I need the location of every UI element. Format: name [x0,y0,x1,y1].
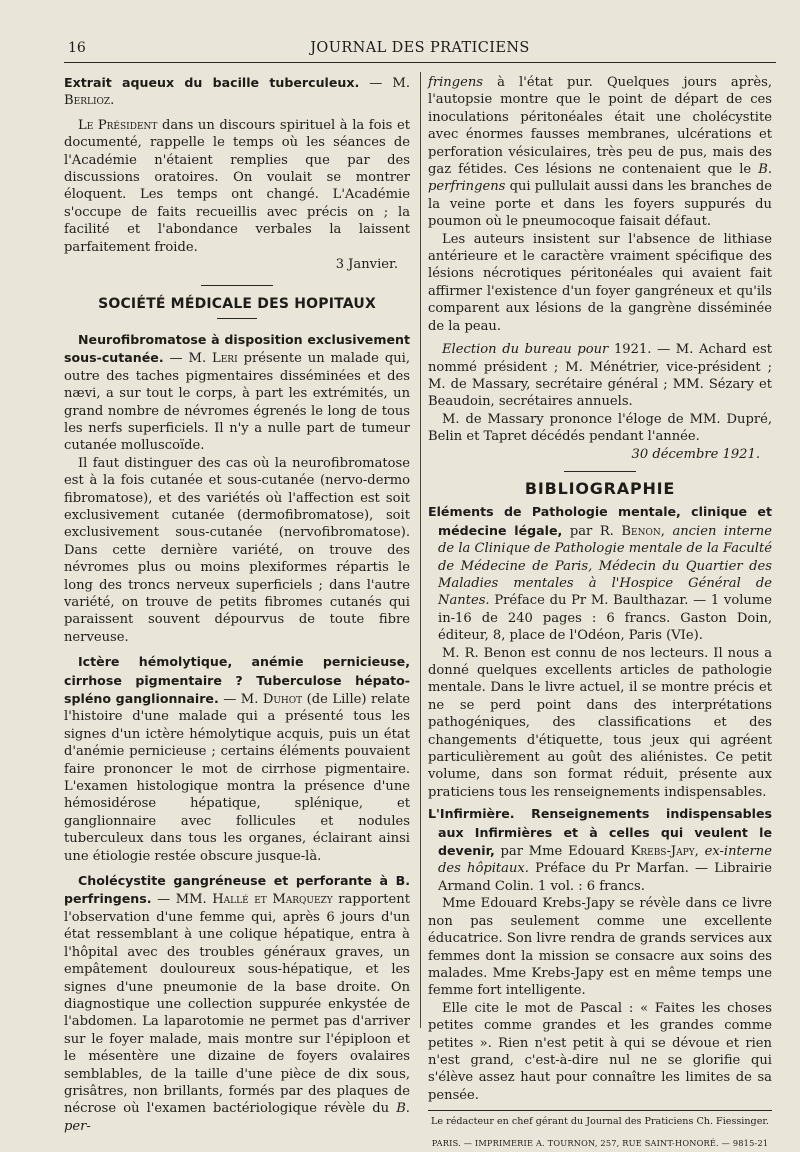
bib-credentials: ancien interne de la Clinique de Pathologie mentale de la Faculté de Médecine de Paris, Médecin du Quartier des Maladies mentales à l'Hospice Général de Nantes. [438,523,772,609]
article-paragraph: Il faut distinguer des cas où la neurofibromatose est à la fois cutanée et sous-cutanée (nervo-dermo fibromatose), et des variétés où l'affection est soit exclusivement cutanée (dermofibromatose), soit exclusivement sous-cutanée (nervofibromatose). Dans cette dernière variété, on trouve des névromes plus ou moins plexiformes répartis le long des troncs nerveux superficiels ; dans l'autre variété, on trouve de petits fibromes cutanés qui paraissent souvent dépourvus de toute fibre nerveuse. [64,455,410,645]
president-label: Le Président [78,117,158,133]
article-title: Neurofibromatose à disposition exclusivement sous-cutanée. [64,331,410,366]
article-title: Cholécystite gangréneuse et perforante à B. perfringens. [64,873,410,907]
extract-title: Extrait aqueux du bacille tuberculeux. [64,75,360,90]
bib-author-prefix: par Mme Edouard [500,844,625,860]
closing-date: 30 décembre 1921. [631,446,760,462]
left-column [64,74,410,1135]
bib-entry-2 [428,805,772,895]
section-rule-bottom [217,318,257,319]
bib-credentials: ex-interne des hôpitaux. [438,844,772,877]
article-ictere [64,653,410,865]
article-author: — M. Duhot [223,692,303,707]
bib-entry-1 [428,503,772,644]
election-text: 1921. — M. Achard est nommé président ; M. Ménétrier, vice-président ; M. de Massary, secrétaire général ; MM. Sézary et Beaudoin, secrétaires annuels. [428,342,773,410]
election-label: Election du bureau pour [442,342,609,358]
printer-credit: PARIS. — IMPRIMERIE A. TOURNON, 257, RUE SAINT-HONORÉ. — 9815-21 [431,1137,769,1148]
bibliography-title: BIBLIOGRAPHIE [524,478,676,498]
bib-review-2a: Mme Edouard Krebs-Japy se révèle dans ce livre non pas seulement comme une excellente éducatrice. Son livre rendra de grands services aux femmes dont la mission se consacre aux soins des malades. Mme Krebs-Japy est en même temps une femme fort intelligente. [428,896,772,999]
header-rule [64,62,776,63]
article-text: (de Lille) relate l'histoire d'une malade qui a présenté tous les signes d'un ictère hémolytique acquis, puis un état d'anémie pernicieuse ; certains éléments pouvaient faire prononcer le mot de cirrhose pigmentaire. L'examen histologique montra la présence d'une hémosidérose hépatique, splénique, et ganglionnaire avec follicules et nodules tuberculeux dans tous les organes, éclairant ainsi une étiologie restée obscure jusque-là. [64,692,410,864]
continuation-paragraph [428,74,772,231]
article-neurofibromatose [64,331,410,455]
bib-preface: Préface du Pr Marfan. — Librairie Armand Colin. 1 vol. : 6 francs. [438,861,772,894]
continuation-text: qui pullulait aussi dans les branches de la veine porte et dans les foyers suppurés du poumon où le pneumocoque faisait défaut. [428,179,772,230]
column-divider [420,72,421,1028]
bib-title: Eléments de Pathologie mentale, clinique et médecine légale, [428,504,772,538]
president-text: dans un discours spirituel à la fois et documenté, rappelle le temps où les séances de l'Académie n'étaient remplies que par des discussions oratoires. On voulait se montrer éloquent. Les temps ont changé. L'Académie s'occupe de faits recueillis avec précis on ; la facilité et l'abondance verbales la laissent parfaitement froide. [64,117,410,255]
right-column [428,74,772,1152]
president-paragraph [64,117,410,256]
page-number: 16 [68,40,86,56]
page-header [64,40,776,60]
article-title: Ictère hémolytique, anémie pernicieuse, cirrhose pigmentaire ? Tuberculose hépato-spléno ganglionnaire. [64,654,410,706]
continuation-text: à l'état pur. Quelques jours après, l'autopsie montre que le point de départ de ces inoculations péritonéales était une cholécystite avec énormes fausses membranes, ulcérations et perforation vésiculaires, très peu de pus, mais des gaz fétides. Ces lésions ne contenaient que le [428,75,772,178]
extract-author: — M. Berlioz. [64,76,410,109]
article-author: — MM. Hallé et Marquezy [157,892,333,908]
bib-author-prefix: par R. [569,523,614,539]
eloge-paragraph: M. de Massary prononce l'éloge de MM. Dupré, Belin et Tapret décédés pendant l'année. [428,411,772,445]
bib-author: Krebs-Japy, [630,844,699,860]
bib-preface: Préface du Pr M. Baulthazar. — 1 volume in-16 de 240 pages : 6 francs. Gaston Doin, éditeur, 8, place de l'Odéon, Paris (VIe). [438,593,772,644]
article-text-italic: B. per- [64,1101,410,1134]
italic-term: B. perfringens [428,162,772,195]
article-text: présente un malade qui, outre des taches pigmentaires disséminées et des nævi, a sur tout le corps, à part les extrémités, un grand nombre de névromes égrenés le long de tous les nerfs superficiels. Il n'y a nulle part de tumeur cutanée molluscoïde. [64,351,410,454]
authors-paragraph: Les auteurs insistent sur l'absence de lithiase antérieure et le caractère vraiment spécifique des lésions nécrotiques péritonéales qui avaient fait affirmer l'existence d'un foyer gangréneux et qu'ils comparent aux lésions de la gangrène disséminée de la peau. [428,231,772,334]
election-paragraph [428,341,772,411]
section-rule-top [201,285,273,286]
bib-review-1: M. R. Benon est connu de nos lecteurs. Il nous a donné quelques excellents articles de pathologie mentale. Dans le livre actuel, il se montre précis et ne se perd point dans des interprétations pathogéniques, des classifications et des changements d'étiquette, tous jeux qui agréent particulièrement au goût des aliénistes. Ce petit volume, dans son format réduit, présente aux praticiens tous les renseignements indispensables. [428,645,772,800]
italic-term: fringens [428,75,484,90]
article-cholecystite [64,872,410,1135]
extract-heading [64,74,410,110]
journal-title: JOURNAL DES PRATICIENS [310,40,530,56]
biblio-rule [564,471,636,472]
session-date: 3 Janvier. [335,257,398,273]
footer-rule [428,1110,772,1111]
editor-credit: Le rédacteur en chef gérant du Journal des Praticiens Ch. Fiessinger. [431,1116,769,1128]
section-title: SOCIÉTÉ MÉDICALE DES HOPITAUX [98,296,376,313]
bib-author: Benon, [621,523,665,539]
bib-review-2b: Elle cite le mot de Pascal : « Faites les choses petites comme grandes et les grandes comme petites ». Rien n'est petit à qui se dévoue et rien n'est grand, c'est-à-dire nul ne se glorifie qui s'élève assez haut pour connaître les limites de sa pensée. [428,1000,772,1103]
article-text: rapportent l'observation d'une femme qui, après 6 jours d'un état ressemblant à une colique hépatique, entra à l'hôpital avec des troubles généraux graves, un empâtement douloureux sous-hépatique, et les signes d'une pneumonie de la base droite. On diagnostique une collection suppurée enkystée de l'abdomen. La laparotomie ne permet pas d'arriver sur le foyer malade, mais montre sur l'épiploon et le mésentère une dizaine de foyers ovalaires semblables, de la taille d'une pièce de dix sous, grisâtres, non brillants, formés par des plaques de nécrose où l'examen bactériologique révèle du [64,892,410,1117]
article-author: — M. Leri [169,351,238,367]
bib-title: L'Infirmière. Renseignements indispensables aux Infirmières et à celles qui veulent le devenir, [428,806,772,859]
